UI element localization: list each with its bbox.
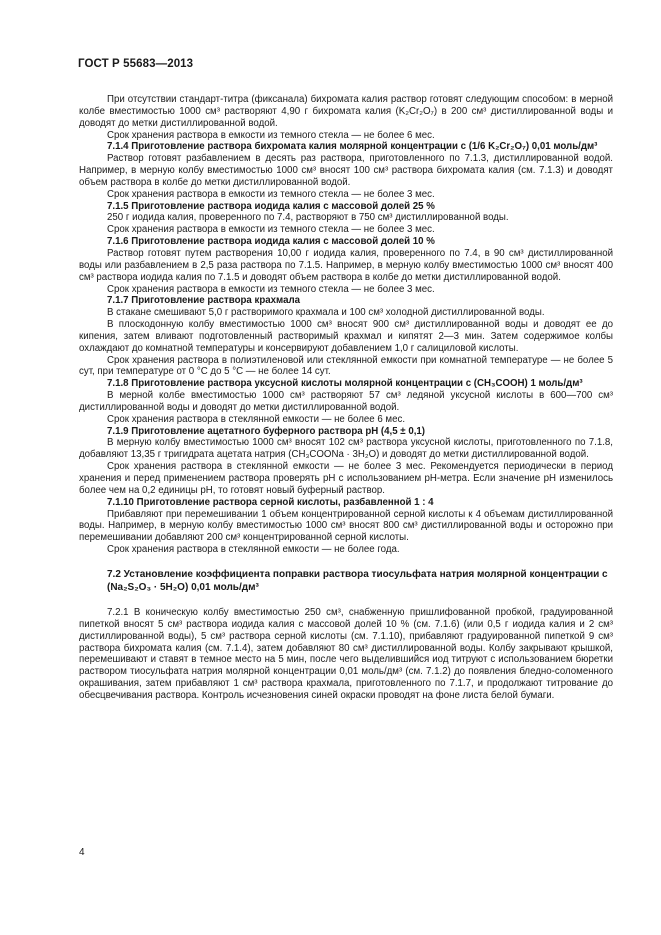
paragraph: Срок хранения раствора в емкости из темного стекла — не более 3 мес. <box>107 283 435 295</box>
paragraph: В стакане смешивают 5,0 г растворимого крахмала и 100 см³ холодной дистиллированной воды. <box>107 307 545 319</box>
document-header: ГОСТ Р 55683—2013 <box>78 58 194 70</box>
paragraph: 7.2.1 В коническую колбу вместимостью 250 см³, снабженную пришлифованной пробкой, градуированной пипеткой вносят 5 см³ раствора иодида калия с массовой долей 10 % (см. 7.1.6) (или 0,5 г иодида калия и 2 см³ дистиллированной воды), 5 см³ раствора серной кислоты (см. 7.1.10), прибавляют градуированной пипеткой 9 см³ раствора бихромата калия (см. 7.1.4), затем добавляют 80 см³ дистиллированной воды. Колбу закрывают крышкой, перемешивают и ставят в темное место на 5 мин, после чего выделившийся иод титруют с использованием бюретки раствором тиосульфата натрия молярной концентрации 0,01 моль/дм³ (см. 7.1.2) до появления бледно-соломенного окрашивания, затем прибавляют 1 см³ раствора крахмала, приготовленного по 7.1.7, и продолжают титрование до обесцвечивания раствора. Контроль исчезновения синей окраски проводят на фоне листа белой бумаги. <box>79 607 613 701</box>
paragraph: Раствор готовят путем растворения 10,00 г иодида калия, проверенного по 7.4, в 90 см³ дистиллированной воды или разбавлением в 2,5 раза раствора по 7.1.5. Например, в мерную колбу вместимостью 1000 см³ вносят 400 см³ раствора иодида калия по 7.1.5 и доводят объем раствора в колбе до метки дистиллированной водой. <box>79 247 613 283</box>
section-heading-7-1-10: 7.1.10 Приготовление раствора серной кислоты, разбавленной 1 : 4 <box>107 496 434 508</box>
paragraph: Срок хранения раствора в стеклянной емкости — не более года. <box>107 544 400 556</box>
page-number: 4 <box>79 847 85 858</box>
section-heading-7-1-5: 7.1.5 Приготовление раствора иодида калия с массовой долей 25 % <box>107 200 435 212</box>
paragraph: Срок хранения раствора в стеклянной емкости — не более 3 мес. Рекомендуется периодически в период хранения и перед применением раствора проверять pH с использованием pH-метра. Если значение pH изменилось более чем на 0,2 единицы pH, то готовят новый буферный раствор. <box>79 461 613 496</box>
paragraph: Прибавляют при перемешивании 1 объем концентрированной серной кислоты к 4 объемам дистиллированной воды. Например, в мерную колбу вместимостью 1000 см³ вносят 800 см³ дистиллированной воды и осторожно при перемешивании добавляют 200 см³ концентрированной серной кислоты. <box>79 508 613 544</box>
paragraph: Срок хранения раствора в стеклянной емкости — не более 6 мес. <box>107 413 406 425</box>
paragraph: При отсутствии стандарт-титра (фиксанала) бихромата калия раствор готовят следующим способом: в мерной колбе вместимостью 1000 см³ растворяют 4,90 г бихромата калия (K₂Cr₂O₇) в 200 см³ дистиллированной воды и доводят до метки дистиллированной водой. <box>79 94 613 129</box>
paragraph: В мерной колбе вместимостью 1000 см³ растворяют 57 см³ ледяной уксусной кислоты в 600—700 см³ дистиллированной воды и доводят до метки дистиллированной водой. <box>79 390 613 413</box>
section-heading-7-1-4: 7.1.4 Приготовление раствора бихромата калия молярной концентрации с (1/6 K₂Cr₂O₇) 0,01 моль/дм³ <box>107 141 598 153</box>
section-heading-7-2: 7.2 Установление коэффициента поправки раствора тиосульфата натрия молярной концентрации с (Na₂S₂O₃ · 5H₂O) 0,01 моль/дм³ <box>107 568 608 593</box>
paragraph: 250 г иодида калия, проверенного по 7.4, растворяют в 750 см³ дистиллированной воды. <box>107 212 509 224</box>
paragraph: Срок хранения раствора в емкости из темного стекла — не более 3 мес. <box>107 188 435 200</box>
paragraph: В плоскодонную колбу вместимостью 1000 см³ вносят 900 см³ дистиллированной воды и доводят ее до кипения, затем вливают подготовленный растворимый крахмал и кипятят 2—3 мин. Затем содержимое колбы охлаждают до комнатной температуры и консервируют добавлением 1,0 г салициловой кислоты. <box>79 319 613 354</box>
section-heading-7-1-9: 7.1.9 Приготовление ацетатного буферного раствора pH (4,5 ± 0,1) <box>107 425 426 437</box>
paragraph: Срок хранения раствора в полиэтиленовой или стеклянной емкости при комнатной температуре — не более 5 сут, при температуре от 0 °С до 5 °С — не более 14 сут. <box>79 354 613 378</box>
paragraph: Раствор готовят разбавлением в десять раз раствора, приготовленного по 7.1.3, дистиллированной водой. Например, в мерную колбу вместимостью 1000 см³ вносят 100 см³ раствора бихромата калия (см. 7.1.3) и доводят объем раствора в колбе до метки дистиллированной водой. <box>79 153 613 188</box>
section-heading-7-1-6: 7.1.6 Приготовление раствора иодида калия с массовой долей 10 % <box>107 236 435 248</box>
page-body <box>79 94 613 702</box>
section-heading-7-1-7: 7.1.7 Приготовление раствора крахмала <box>107 295 301 307</box>
section-heading-7-1-8: 7.1.8 Приготовление раствора уксусной кислоты молярной концентрации с (CH₃COOH) 1 моль/дм³ <box>107 378 583 390</box>
paragraph: Срок хранения раствора в емкости из темного стекла — не более 6 мес. <box>107 129 435 141</box>
paragraph: В мерную колбу вместимостью 1000 см³ вносят 102 см³ раствора уксусной кислоты, приготовленного по 7.1.8, добавляют 13,35 г тригидрата ацетата натрия (CH₃COONa · 3H₂O) и доводят до метки дистиллированной водой. <box>79 437 613 461</box>
paragraph: Срок хранения раствора в емкости из темного стекла — не более 3 мес. <box>107 224 435 236</box>
